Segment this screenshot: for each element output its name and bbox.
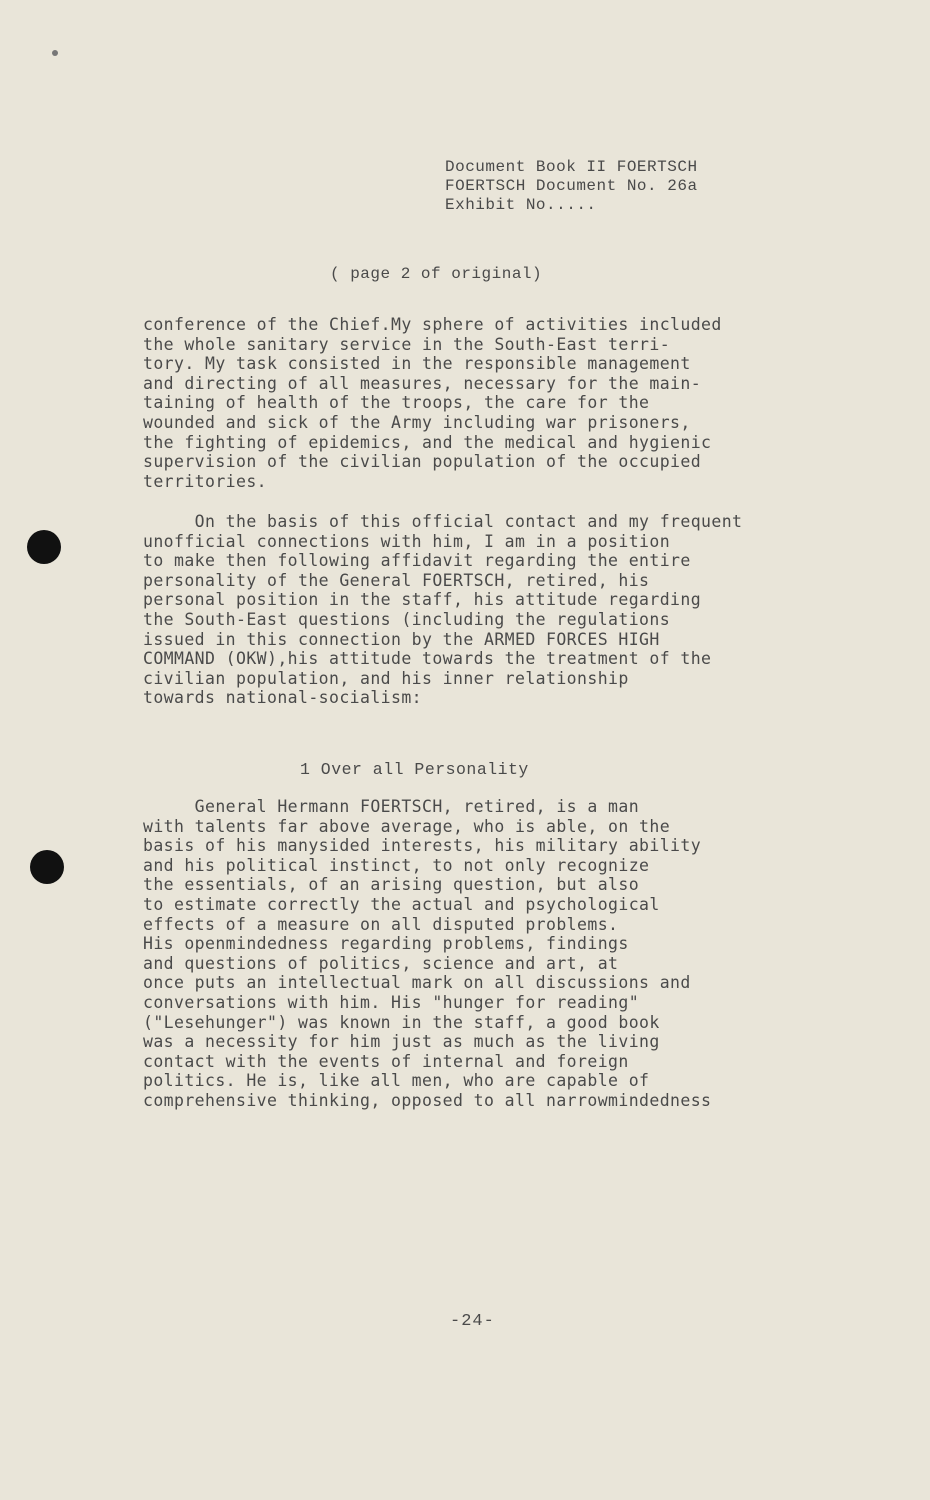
punch-hole-top (27, 530, 61, 564)
header-document-book: Document Book II FOERTSCH (445, 158, 698, 176)
paragraph-personality: General Hermann FOERTSCH, retired, is a man with talents far above average, who is able, on the basis of his manysided interests, his military ability and his political instinct, to not only recognize the essentials, of an arising question, but also to estimate correctly the actual and psychological effects of a measure on all disputed problems. His openmindedness regarding problems, findings and questions of politics, science and art, at once puts an intellectual mark on all discussions and conversations with him. His "hunger for reading" ("Lesehunger") was known in the staff, a good book was a necessity for him just as much as the living contact with the events of internal and foreign politics. He is, like all men, who are capable of comprehensive thinking, opposed to all narrowmindedness (143, 797, 712, 1110)
original-page-note: ( page 2 of original) (330, 265, 543, 283)
header-exhibit-number: Exhibit No..... (445, 196, 597, 214)
section-heading-personality: 1 Over all Personality (300, 760, 529, 779)
page-number: -24- (450, 1312, 495, 1331)
paper-speck (52, 50, 58, 56)
punch-hole-bottom (30, 850, 64, 884)
header-document-number: FOERTSCH Document No. 26a (445, 177, 698, 195)
paragraph-sphere-of-activities: conference of the Chief.My sphere of activities included the whole sanitary service in the South-East terri- tory. My task consisted in the responsible management and directing of all measures, necessary for the main- taining of health of the troops, the care for the wounded and sick of the Army including war prisoners, the fighting of epidemics, and the medical and hygienic supervision of the civilian population of the occupied territories. (143, 315, 722, 491)
paragraph-affidavit-basis: On the basis of this official contact and my frequent unofficial connections with him, I am in a position to make then following affidavit regarding the entire personality of the General FOERTSCH, retired, his personal position in the staff, his attitude regarding the South-East questions (including the regulations issued in this connection by the ARMED FORCES HIGH COMMAND (OKW),his attitude towards the treatment of the civilian population, and his inner relationship towards national-socialism: (143, 512, 743, 708)
document-header (445, 158, 698, 215)
